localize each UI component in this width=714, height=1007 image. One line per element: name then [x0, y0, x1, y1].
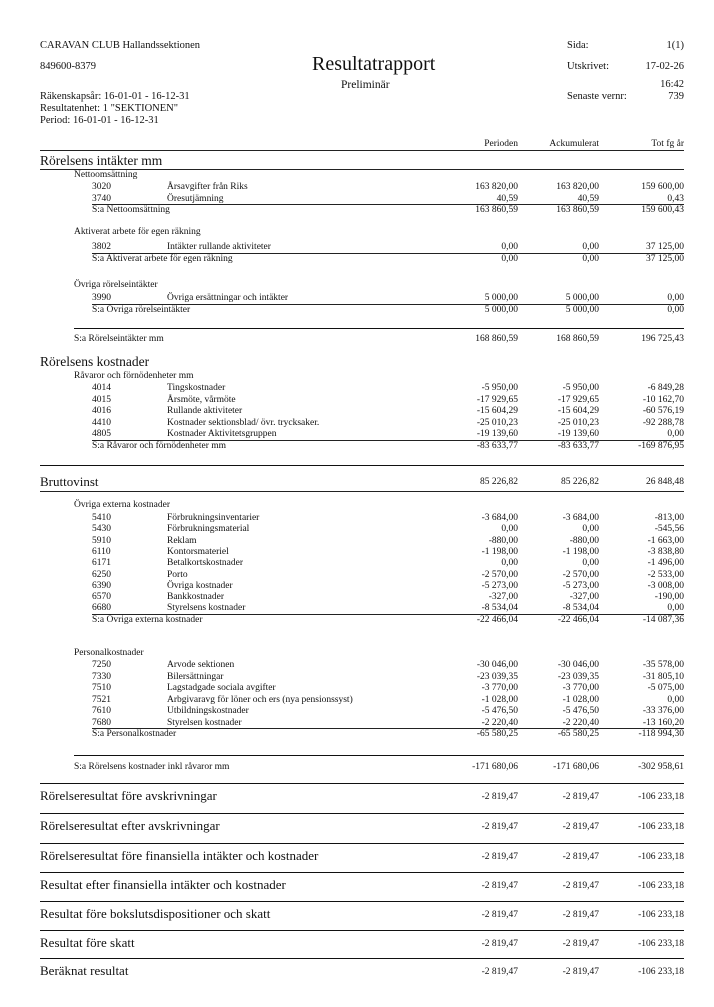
account-description: Kostnader Aktivitetsgruppen — [167, 429, 277, 439]
account-number: 6570 — [92, 592, 111, 603]
value-ackumulerat: -3 684,00 — [562, 513, 599, 523]
account-number: 6171 — [92, 558, 111, 569]
value-totfg: -106 233,18 — [638, 822, 684, 832]
account-description: Öresutjämning — [167, 193, 224, 204]
account-number: 6390 — [92, 580, 111, 591]
value-totfg: -169 876,95 — [638, 440, 684, 451]
value-perioden: -2 220,40 — [481, 717, 518, 728]
result-label: Rörelseresultat efter avskrivningar — [40, 818, 220, 833]
value-ackumulerat: -3 770,00 — [562, 683, 599, 693]
value-perioden: -83 633,77 — [476, 440, 518, 451]
result-unit: Resultatenhet: 1 "SEKTIONEN" — [40, 103, 179, 114]
value-totfg: -190,00 — [654, 592, 684, 603]
value-totfg: -3 838,80 — [647, 546, 684, 557]
section-title-intakter: Rörelsens intäkter mm — [40, 153, 163, 168]
value-perioden: -171 680,06 — [472, 762, 518, 772]
value-perioden: -22 466,04 — [476, 614, 518, 625]
value-ackumulerat: -2 819,47 — [562, 822, 599, 832]
bruttovinst-label: Bruttovinst — [40, 474, 99, 489]
account-number: 5410 — [92, 513, 111, 523]
value-totfg: -35 578,00 — [642, 660, 684, 670]
value-ackumulerat: -2 819,47 — [562, 852, 599, 862]
col-perioden: Perioden — [484, 139, 518, 149]
sum-intakter-label: S:a Rörelseintäkter mm — [74, 334, 164, 344]
account-description: Kostnader sektionsblad/ övr. trycksaker. — [167, 417, 320, 428]
value-totfg: 196 725,43 — [641, 334, 684, 344]
value-totfg: 0,00 — [667, 293, 684, 303]
value-ackumulerat: -1 028,00 — [562, 694, 599, 705]
account-number: 4410 — [92, 417, 111, 428]
col-ackumulerat: Ackumulerat — [549, 139, 599, 149]
account-description: Övriga kostnader — [167, 580, 233, 591]
account-description: Lagstadgade sociala avgifter — [167, 683, 276, 693]
sum-label: S:a Personalkostnader — [92, 729, 177, 739]
period: Period: 16-01-01 - 16-12-31 — [40, 115, 159, 126]
group-title-externa: Övriga externa kostnader — [74, 500, 171, 510]
value-perioden: -880,00 — [488, 535, 518, 546]
org-name: CARAVAN CLUB Hallandssektionen — [40, 40, 201, 51]
value-ackumulerat: 163 860,59 — [556, 205, 599, 215]
value-totfg: -106 233,18 — [638, 881, 684, 891]
value-totfg: -302 958,61 — [638, 762, 684, 772]
group-title-ravaror: Råvaror och förnödenheter mm — [74, 371, 194, 381]
value-ackumulerat: 168 860,59 — [556, 334, 599, 344]
account-description: Årsavgifter från Riks — [167, 182, 248, 192]
value-totfg: -5 075,00 — [647, 683, 684, 693]
value-totfg: -92 288,78 — [642, 417, 684, 428]
account-number: 6680 — [92, 603, 111, 614]
value-totfg: -106 233,18 — [638, 852, 684, 862]
value-perioden: -23 039,35 — [476, 671, 518, 682]
sum-label: S:a Övriga rörelseintäkter — [92, 305, 191, 315]
value-totfg: -10 162,70 — [642, 394, 684, 405]
value-ackumulerat: -23 039,35 — [557, 671, 599, 682]
page-subtitle: Preliminär — [341, 79, 390, 91]
value-ackumulerat: 0,00 — [582, 524, 599, 535]
value-ackumulerat: -171 680,06 — [553, 762, 599, 772]
value-totfg: 0,00 — [667, 603, 684, 614]
value-perioden: -3 684,00 — [481, 513, 518, 523]
value-totfg: -60 576,19 — [642, 406, 684, 416]
account-number: 7510 — [92, 683, 111, 693]
result-label: Resultat före bokslutsdispositioner och skatt — [40, 906, 271, 921]
account-description: Arvode sektionen — [167, 660, 235, 670]
account-number: 4015 — [92, 394, 111, 405]
value-ackumulerat: -2 819,47 — [562, 967, 599, 977]
value-perioden: 163 860,59 — [475, 205, 518, 215]
value-totfg: -13 160,20 — [642, 717, 684, 728]
value-perioden: -2 819,47 — [481, 822, 518, 832]
account-number: 4016 — [92, 406, 111, 416]
value-ackumulerat: -2 570,00 — [562, 569, 599, 580]
result-label: Beräknat resultat — [40, 963, 129, 978]
value-ackumulerat: -2 819,47 — [562, 910, 599, 920]
value-ackumulerat: -2 819,47 — [562, 939, 599, 949]
value-perioden: -25 010,23 — [476, 417, 518, 428]
account-number: 7330 — [92, 671, 111, 682]
value-ackumulerat: -2 819,47 — [562, 881, 599, 891]
value-perioden: -2 819,47 — [481, 852, 518, 862]
value-perioden: -2 819,47 — [481, 967, 518, 977]
value-ackumulerat: -19 139,60 — [557, 429, 599, 439]
account-description: Reklam — [167, 535, 197, 546]
value-totfg: 159 600,43 — [641, 205, 684, 215]
col-totfg: Tot fg år — [651, 139, 684, 149]
account-number: 3802 — [92, 242, 111, 252]
account-number: 7250 — [92, 660, 111, 670]
account-number: 4014 — [92, 383, 111, 393]
value-totfg: 159 600,00 — [641, 182, 684, 192]
account-number: 5430 — [92, 524, 111, 535]
value-ackumulerat: -5 476,50 — [562, 706, 599, 716]
account-number: 3990 — [92, 293, 111, 303]
value-ackumulerat: 5 000,00 — [565, 305, 599, 315]
value-perioden: 40,59 — [496, 193, 518, 204]
account-description: Betalkortskostnader — [167, 558, 243, 569]
value-totfg: -6 849,28 — [647, 383, 684, 393]
account-description: Styrelsens kostnader — [167, 603, 246, 614]
value-ackumulerat: 0,00 — [582, 242, 599, 252]
account-number: 6110 — [92, 546, 111, 557]
account-description: Utbildningskostnader — [167, 706, 249, 716]
sum-label: S:a Aktiverat arbete för egen räkning — [92, 254, 233, 264]
value-perioden: 5 000,00 — [484, 293, 518, 303]
value-totfg: -106 233,18 — [638, 792, 684, 802]
value-ackumulerat: 0,00 — [582, 254, 599, 264]
section-title-kostnader: Rörelsens kostnader — [40, 354, 150, 369]
value-ackumulerat: 0,00 — [582, 558, 599, 569]
sum-label: S:a Nettoomsättning — [92, 205, 170, 215]
printed-label: Utskrivet: — [567, 61, 609, 72]
page-label: Sida: — [567, 40, 589, 51]
value-totfg: 26 848,48 — [646, 477, 684, 487]
value-ackumulerat: -65 580,25 — [557, 729, 599, 739]
value-perioden: -2 819,47 — [481, 881, 518, 891]
account-description: Förbrukningsmaterial — [167, 524, 250, 535]
value-totfg: 0,00 — [667, 694, 684, 705]
page-title: Resultatrapport — [312, 53, 436, 75]
value-totfg: -118 994,30 — [638, 729, 684, 739]
account-number: 4805 — [92, 429, 111, 439]
value-totfg: 0,43 — [667, 193, 684, 204]
value-perioden: -30 046,00 — [476, 660, 518, 670]
value-totfg: -1 663,00 — [647, 535, 684, 546]
account-number: 5910 — [92, 535, 111, 546]
value-perioden: 5 000,00 — [484, 305, 518, 315]
value-totfg: -2 533,00 — [647, 569, 684, 580]
value-ackumulerat: 85 226,82 — [561, 477, 599, 487]
value-totfg: -106 233,18 — [638, 939, 684, 949]
value-perioden: 0,00 — [501, 254, 518, 264]
account-number: 7610 — [92, 706, 111, 716]
value-totfg: 37 125,00 — [646, 254, 684, 264]
value-perioden: -2 819,47 — [481, 792, 518, 802]
value-ackumulerat: -83 633,77 — [557, 440, 599, 451]
account-number: 3740 — [92, 193, 111, 204]
value-ackumulerat: -5 273,00 — [562, 580, 599, 591]
value-ackumulerat: -25 010,23 — [557, 417, 599, 428]
page-value: 1(1) — [666, 40, 684, 51]
value-totfg: -545,56 — [654, 524, 684, 535]
value-perioden: -2 819,47 — [481, 910, 518, 920]
result-label: Rörelseresultat före finansiella intäkter och kostnader — [40, 848, 319, 863]
value-totfg: -14 087,36 — [642, 614, 684, 625]
result-label: Rörelseresultat före avskrivningar — [40, 788, 217, 803]
value-perioden: -1 198,00 — [481, 546, 518, 557]
value-perioden: 85 226,82 — [480, 477, 518, 487]
value-ackumulerat: 163 820,00 — [556, 182, 599, 192]
value-perioden: -327,00 — [488, 592, 518, 603]
value-perioden: -1 028,00 — [481, 694, 518, 705]
value-ackumulerat: 40,59 — [577, 193, 599, 204]
value-ackumulerat: -17 929,65 — [557, 394, 599, 405]
account-description: Rullande aktiviteter — [167, 406, 243, 416]
value-totfg: -33 376,00 — [642, 706, 684, 716]
value-totfg: -31 805,10 — [642, 671, 684, 682]
result-label: Resultat efter finansiella intäkter och kostnader — [40, 877, 286, 892]
last-voucher-value: 739 — [668, 91, 684, 102]
account-description: Övriga ersättningar och intäkter — [167, 293, 289, 303]
value-totfg: -1 496,00 — [647, 558, 684, 569]
value-perioden: -65 580,25 — [476, 729, 518, 739]
value-ackumulerat: 5 000,00 — [565, 293, 599, 303]
fiscal-year: Räkenskapsår: 16-01-01 - 16-12-31 — [40, 91, 190, 102]
value-ackumulerat: -1 198,00 — [562, 546, 599, 557]
account-description: Bankkostnader — [167, 592, 224, 603]
value-perioden: -5 273,00 — [481, 580, 518, 591]
value-perioden: 168 860,59 — [475, 334, 518, 344]
value-totfg: 37 125,00 — [646, 242, 684, 252]
value-ackumulerat: -2 819,47 — [562, 792, 599, 802]
account-number: 3020 — [92, 182, 111, 192]
account-description: Porto — [167, 569, 188, 580]
value-perioden: -15 604,29 — [476, 406, 518, 416]
last-voucher-label: Senaste vernr: — [567, 91, 627, 102]
value-perioden: -5 950,00 — [481, 383, 518, 393]
value-totfg: 0,00 — [667, 429, 684, 439]
account-description: Arbgivaravg för löner och ers (nya pensionssyst) — [167, 694, 353, 705]
value-ackumulerat: -880,00 — [569, 535, 599, 546]
value-totfg: -3 008,00 — [647, 580, 684, 591]
account-number: 6250 — [92, 569, 111, 580]
account-number: 7680 — [92, 717, 111, 728]
sum-label: S:a Övriga externa kostnader — [92, 614, 203, 625]
value-perioden: -2 819,47 — [481, 939, 518, 949]
value-perioden: -2 570,00 — [481, 569, 518, 580]
sum-kostnader-label: S:a Rörelsens kostnader inkl råvaror mm — [74, 762, 230, 772]
value-perioden: 0,00 — [501, 242, 518, 252]
account-description: Intäkter rullande aktiviteter — [167, 242, 271, 252]
value-totfg: 0,00 — [667, 305, 684, 315]
value-perioden: -8 534,04 — [481, 603, 518, 614]
value-ackumulerat: -15 604,29 — [557, 406, 599, 416]
org-number: 849600-8379 — [40, 61, 96, 72]
account-description: Förbrukningsinventarier — [167, 513, 260, 523]
group-title-aktiverat: Aktiverat arbete för egen räkning — [74, 227, 201, 237]
value-perioden: 0,00 — [501, 524, 518, 535]
value-perioden: -17 929,65 — [476, 394, 518, 405]
sum-label: S:a Råvaror och förnödenheter mm — [92, 440, 227, 451]
value-ackumulerat: -8 534,04 — [562, 603, 599, 614]
value-perioden: -3 770,00 — [481, 683, 518, 693]
value-ackumulerat: -30 046,00 — [557, 660, 599, 670]
account-description: Kontorsmateriel — [167, 546, 229, 557]
value-ackumulerat: -327,00 — [569, 592, 599, 603]
result-label: Resultat före skatt — [40, 935, 135, 950]
group-title-netto: Nettoomsättning — [74, 170, 138, 180]
value-perioden: 163 820,00 — [475, 182, 518, 192]
value-totfg: -813,00 — [654, 513, 684, 523]
account-number: 7521 — [92, 694, 111, 705]
group-title-personal: Personalkostnader — [74, 648, 144, 658]
value-perioden: -19 139,60 — [476, 429, 518, 439]
group-title-ovriga-intakter: Övriga rörelseintäkter — [74, 280, 158, 290]
value-perioden: -5 476,50 — [481, 706, 518, 716]
account-description: Tingskostnader — [167, 383, 226, 393]
printed-time: 16:42 — [660, 79, 684, 90]
value-totfg: -106 233,18 — [638, 967, 684, 977]
account-description: Styrelsen kostnader — [167, 717, 242, 728]
account-description: Bilersättningar — [167, 671, 224, 682]
value-ackumulerat: -2 220,40 — [562, 717, 599, 728]
printed-date: 17-02-26 — [645, 61, 684, 72]
value-ackumulerat: -5 950,00 — [562, 383, 599, 393]
value-perioden: 0,00 — [501, 558, 518, 569]
value-totfg: -106 233,18 — [638, 910, 684, 920]
account-description: Årsmöte, vårmöte — [167, 394, 236, 405]
value-ackumulerat: -22 466,04 — [557, 614, 599, 625]
